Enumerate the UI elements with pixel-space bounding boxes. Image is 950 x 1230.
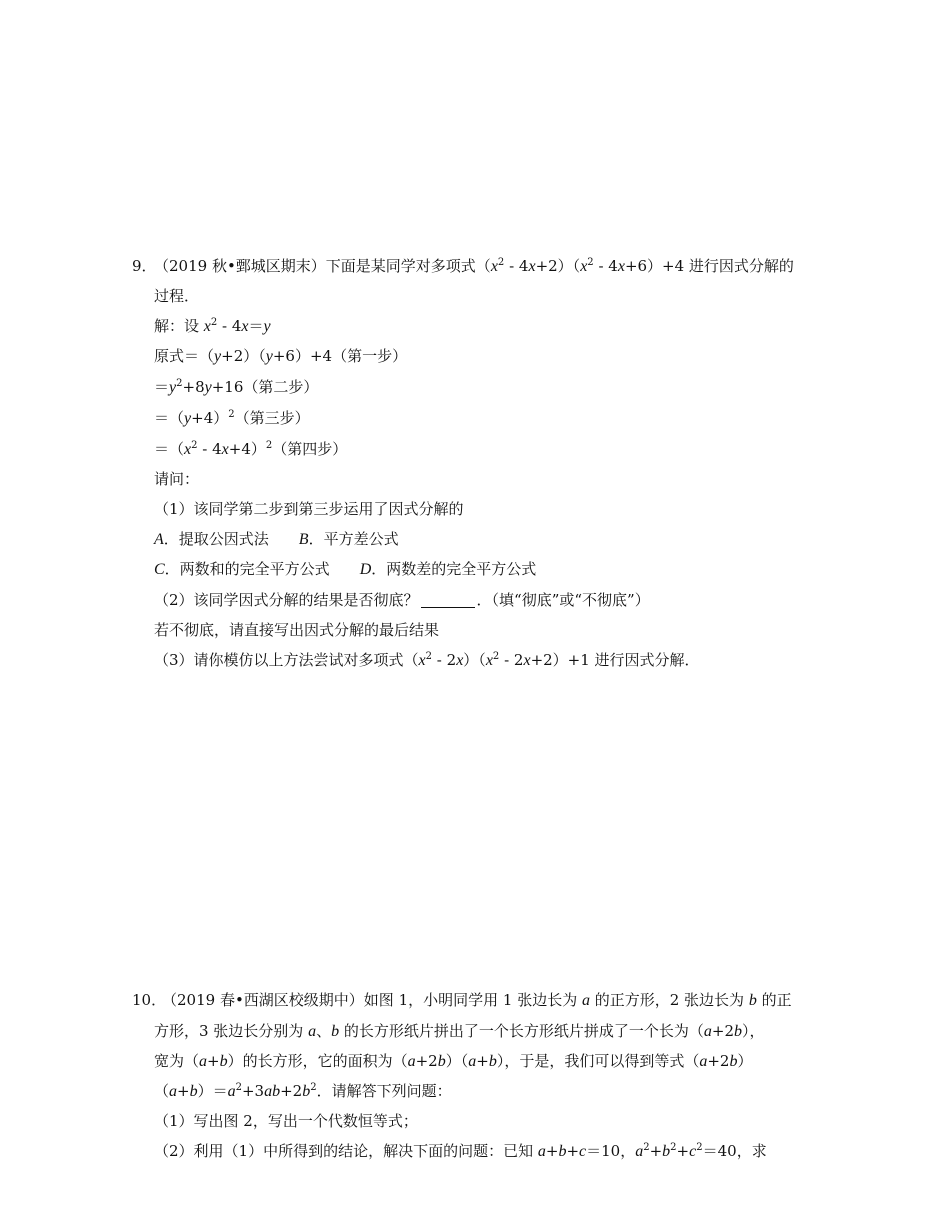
- solution-step-2: $=y^2+8y+16$（第二步）: [154, 378, 319, 396]
- option-a: A．提取公因式法: [154, 530, 269, 548]
- question-9-line-2: 过程．: [154, 287, 200, 305]
- part-2: （2）该同学因式分解的结果是否彻底？ ．（填“彻底”或“不彻底”）: [154, 591, 650, 609]
- question-10-line-3: 宽为（a+b）的长方形，它的面积为（a+2b）（a+b），于是，我们可以得到等式（a+2b）: [154, 1052, 753, 1070]
- question-9-number: 9．: [132, 257, 157, 275]
- question-10-part-2: （2）利用（1）中所得到的结论，解决下面的问题：已知 a+b+c＝10，$a^2+b^2+c^2=40$，求: [154, 1142, 767, 1160]
- question-10-line-1: （2019 春•西湖区校级期中）如图 1，小明同学用 1 张边长为 a 的正方形，2 张边长为 b 的正: [162, 991, 792, 1009]
- options-a-b: [154, 529, 399, 550]
- option-c: C．两数和的完全平方公式: [154, 560, 330, 578]
- question-10-line-2: 方形，3 张边长分别为 a、b 的长方形纸片拼出了一个长方形纸片拼成了一个长为（a+2b），: [154, 1022, 765, 1040]
- part-3: （3）请你模仿以上方法尝试对多项式$(x^2 - 2x)(x^2 - 2x+2)+1$ 进行因式分解．: [154, 651, 700, 669]
- solution-let: 解：设 $x^2 - 4x=y$: [154, 317, 271, 335]
- part-2-followup: 若不彻底，请直接写出因式分解的最后结果: [154, 621, 440, 639]
- question-10-part-1: （1）写出图 2，写出一个代数恒等式；: [154, 1112, 418, 1130]
- solution-step-4: $=(x^2 - 4x+4)^2$（第四步）: [154, 440, 348, 458]
- question-9-line-1: （2019 秋•鄄城区期末）下面是某同学对多项式$(x^2 - 4x+2)(x^2 - 4x+6)+4$ 进行因式分解的: [154, 257, 794, 275]
- solution-step-1: 原式＝（y+2）（y+6）+4（第一步）: [154, 347, 408, 365]
- part-1: （1）该同学第二步到第三步运用了因式分解的: [154, 500, 464, 518]
- solution-step-3: $=(y+4)^2$（第三步）: [154, 409, 310, 427]
- question-prompt: 请问：: [154, 470, 200, 488]
- question-10-line-4: $(a+b)=a^2+3ab+2b^2$．请解答下列问题：: [154, 1082, 452, 1100]
- question-10-number: 10．: [132, 991, 167, 1009]
- option-d: D．两数差的完全平方公式: [359, 560, 537, 578]
- options-c-d: [154, 559, 536, 580]
- answer-blank[interactable]: [421, 593, 475, 608]
- option-b: B．平方差公式: [298, 530, 399, 548]
